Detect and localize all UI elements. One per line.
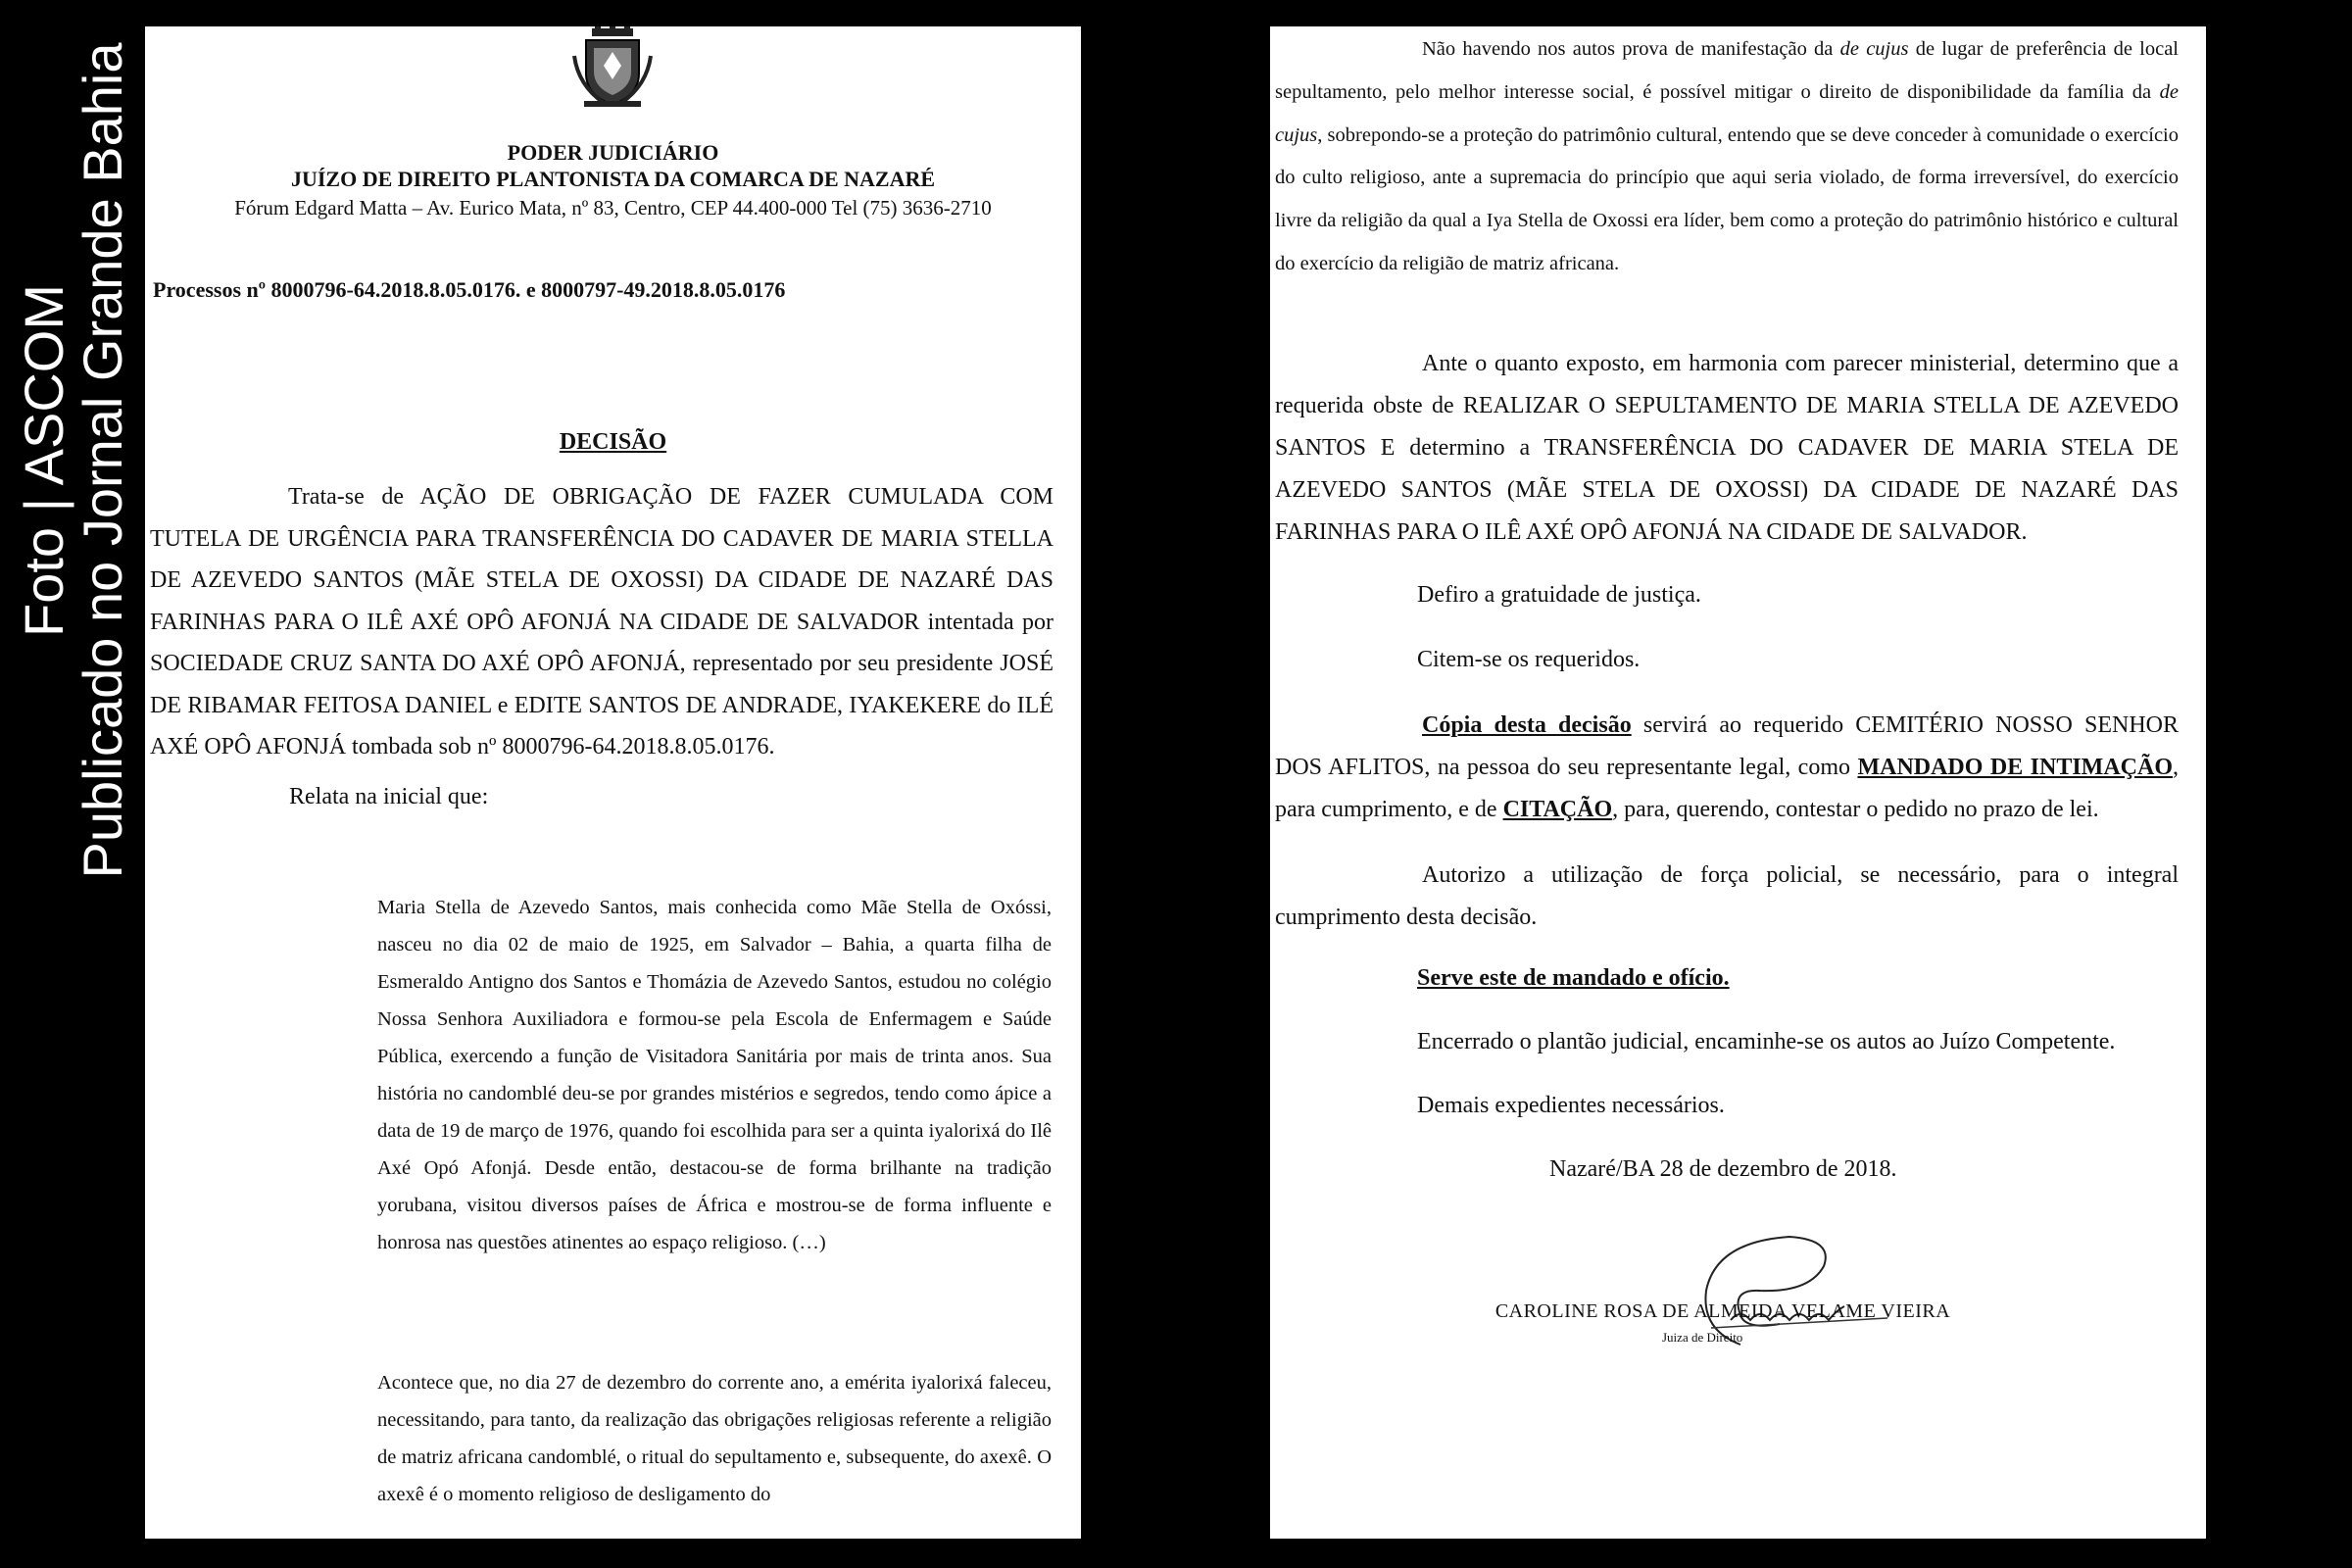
- relata-line: Relata na inicial que:: [289, 784, 489, 809]
- paragraph-autorizo: Autorizo a utilização de força policial, se necessário, para o integral cumprimento desta decisão.: [1275, 862, 2179, 930]
- coat-of-arms-icon: [564, 26, 661, 109]
- copia-desta-decisao-label: Cópia desta decisão: [1422, 712, 1632, 738]
- paragraph-nao-havendo: [1275, 28, 2179, 286]
- date-line: Nazaré/BA 28 de dezembro de 2018.: [1549, 1156, 1897, 1182]
- header-line-1: PODER JUDICIÁRIO: [507, 140, 719, 165]
- paragraph-serve-este: Serve este de mandado e ofício.: [1417, 965, 1730, 991]
- decision-title: DECISÃO: [559, 429, 667, 455]
- block-quote-2: Acontece que, no dia 27 de dezembro do corrente ano, a emérita iyalorixá faleceu, necessitando, para tanto, da realização das obrigações religiosas referente a religião de matriz africana candomblé, o ritual do sepultamento e, subsequente, do axexê. O axexê é o momento religioso de desligamento do: [377, 1372, 1052, 1505]
- mandado-de-intimacao-label: MANDADO DE INTIMAÇÃO: [1857, 755, 2174, 780]
- document-page-2: [1270, 26, 2206, 1539]
- header-address: Fórum Edgard Matta – Av. Eurico Mata, nº 83, Centro, CEP 44.400-000 Tel (75) 3636-2710: [234, 196, 992, 220]
- photo-credit-text: [15, 20, 132, 902]
- text-segment: , para cumprimento, e de: [1275, 755, 2180, 822]
- paragraph-citem-se: Citem-se os requeridos.: [1417, 647, 1641, 672]
- text-segment: Não havendo nos autos prova de manifestação da: [1422, 38, 1840, 60]
- text-segment: , para, querendo, contestar o pedido no prazo de lei.: [1612, 797, 2099, 822]
- handwritten-signature: [1593, 1222, 1907, 1359]
- signer-title: Juiza de Direito: [1662, 1330, 1743, 1345]
- de-cujus-italic: de cujus: [1275, 80, 2179, 146]
- paragraph-demais: Demais expedientes necessários.: [1417, 1093, 1725, 1118]
- paragraph-copia-desta-decisao: [1275, 705, 2179, 831]
- header-line-2: JUÍZO DE DIREITO PLANTONISTA DA COMARCA DE NAZARÉ: [290, 167, 936, 191]
- photo-credit: [0, 0, 147, 1568]
- document-page-1: [145, 26, 1081, 1539]
- text-segment: , sobrepondo-se a proteção do patrimônio cultural, entendo que se deve conceder à comunidade o exercício do culto religioso, ante a supremacia do princípio que aqui seria violado, de forma irreversível, do exercício livre da religião da qual a Iya Stella de Oxossi era líder, bem como a proteção do patrimônio histórico e cultural do exercício da religião de matriz africana.: [1275, 123, 2179, 274]
- paragraph-encerrado: Encerrado o plantão judicial, encaminhe-se os autos ao Juízo Competente.: [1417, 1029, 2116, 1054]
- de-cujus-italic: de cujus: [1839, 38, 1909, 60]
- text-segment: de lugar de preferência de local sepultamento, pelo melhor interesse social, é possível mitigar o direito de disponibilidade da família da: [1275, 38, 2179, 103]
- credit-line-2: Publicado no Jornal Grande Bahia: [72, 42, 133, 879]
- block-quote-1: Maria Stella de Azevedo Santos, mais conhecida como Mãe Stella de Oxóssi, nasceu no dia 02 de maio de 1925, em Salvador – Bahia, a quarta filha de Esmeraldo Antigno dos Santos e Thomázia de Azevedo Santos, estudou no colégio Nossa Senhora Auxiliadora e formou-se pela Escola de Enfermagem e Saúde Pública, exercendo a função de Visitadora Sanitária por mais de trinta anos. Sua história no candomblé deu-se por grandes mistérios e segredos, tendo como ápice a data de 19 de março de 1976, quando foi escolhida para ser a quinta iyalorixá do Ilê Axé Opó Afonjá. Desde então, destacou-se de forma brilhante na tradição yorubana, visitou diversos países de África e mostrou-se de forma influente e honrosa nas questões atinentes ao espaço religioso. (…): [377, 897, 1052, 1253]
- credit-line-1: Foto | ASCOM: [13, 284, 74, 637]
- signer-name: CAROLINE ROSA DE ALMEIDA VELAME VIEIRA: [1494, 1300, 1951, 1322]
- text-segment: servirá ao requerido CEMITÉRIO NOSSO SENHOR DOS AFLITOS, na pessoa do seu representante legal, como: [1275, 712, 2179, 780]
- paragraph-defiro: Defiro a gratuidade de justiça.: [1417, 582, 1701, 608]
- citacao-label: CITAÇÃO: [1502, 797, 1613, 822]
- processos-line: Processos nº 8000796-64.2018.8.05.0176. e 8000797-49.2018.8.05.0176: [153, 277, 786, 302]
- paragraph-trata-se: Trata-se de AÇÃO DE OBRIGAÇÃO DE FAZER CUMULADA COM TUTELA DE URGÊNCIA PARA TRANSFERÊNCIA DO CADAVER DE MARIA STELLA DE AZEVEDO SANTOS (MÃE STELA DE OXOSSI) DA CIDADE DE NAZARÉ DAS FARINHAS PARA O ILÊ AXÉ OPÔ AFONJÁ NA CIDADE DE SALVADOR intentada por SOCIEDADE CRUZ SANTA DO AXÉ OPÔ AFONJÁ, representado por seu presidente JOSÉ DE RIBAMAR FEITOSA DANIEL e EDITE SANTOS DE ANDRADE, IYAKEKERE do ILÉ AXÉ OPÔ AFONJÁ tombada sob nº 8000796-64.2018.8.05.0176.: [150, 484, 1054, 760]
- paragraph-ante-o-quanto: Ante o quanto exposto, em harmonia com parecer ministerial, determino que a requerida obste de REALIZAR O SEPULTAMENTO DE MARIA STELLA DE AZEVEDO SANTOS E determino a TRANSFERÊNCIA DO CADAVER DE MARIA STELA DE AZEVEDO SANTOS (MÃE STELA DE OXOSSI) DA CIDADE DE NAZARÉ DAS FARINHAS PARA O ILÊ AXÉ OPÔ AFONJÁ NA CIDADE DE SALVADOR.: [1275, 351, 2179, 545]
